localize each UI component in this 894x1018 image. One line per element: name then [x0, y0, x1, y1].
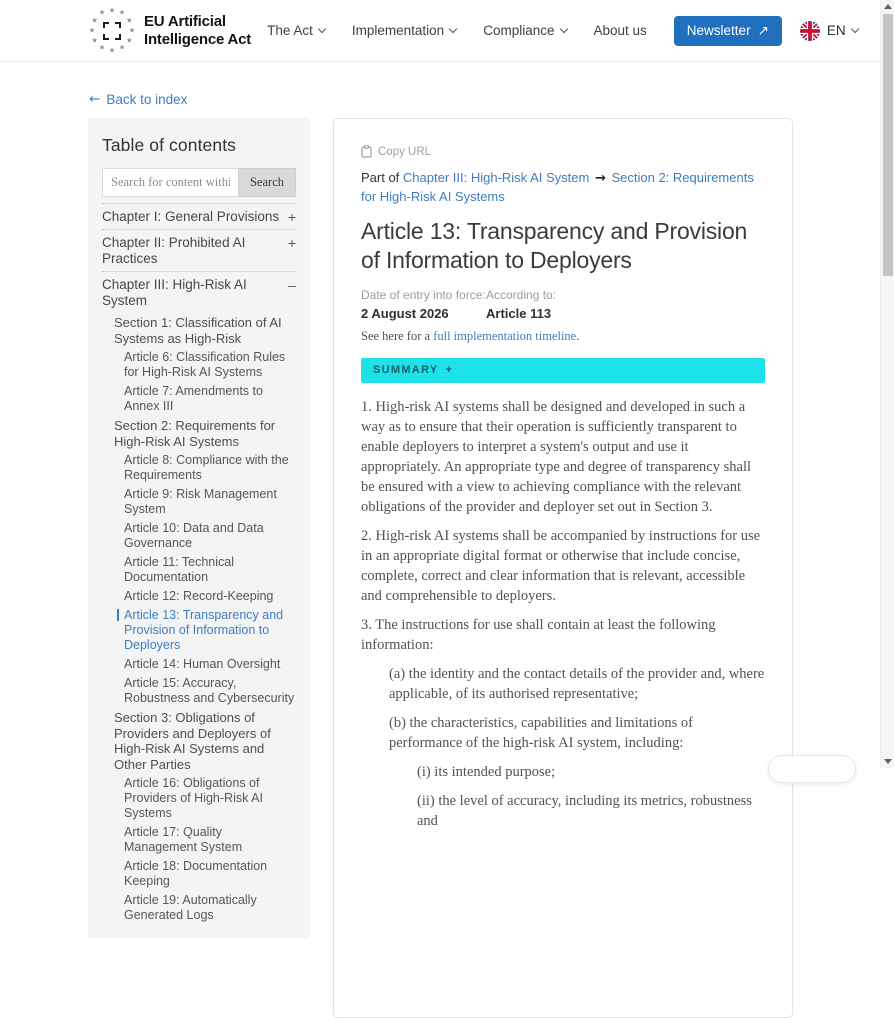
according-to-label: According to: — [486, 287, 557, 302]
article-paragraph: 1. High-risk AI systems shall be designed and developed in such a way as to ensure that their operation is sufficiently transparent to enable deployers to interpret a system's output and use it appropriately. An appropriate type and degree of transparency shall be ensured with a view to achieving compliance with the relevant obligations of the provider and deployer set out in Section 3. — [361, 398, 751, 515]
newsletter-label: Newsletter — [686, 23, 751, 38]
page-scrollbar[interactable] — [880, 0, 894, 768]
newsletter-button[interactable] — [674, 16, 782, 46]
back-link-label: Back to index — [106, 91, 188, 107]
star-icon: ★ — [98, 43, 106, 52]
brand-line-1: EU Artificial — [144, 12, 226, 30]
article-meta — [361, 288, 765, 321]
clipboard-icon — [361, 145, 372, 158]
meta-according-column — [486, 288, 556, 321]
toc-item-label: Article 15: Accuracy, Robustness and Cybersecurity — [124, 676, 295, 705]
toc-item-label: Article 11: Technical Documentation — [124, 555, 235, 584]
scrollbar-thumb[interactable] — [883, 14, 893, 276]
toc-section-3[interactable] — [114, 708, 296, 774]
language-label: EN — [826, 23, 846, 38]
breadcrumb-chapter-link[interactable]: Chapter III: High-Risk AI System — [402, 170, 590, 185]
floating-widget[interactable] — [768, 755, 856, 783]
brand-title[interactable] — [144, 13, 251, 48]
timeline-suffix: . — [576, 328, 580, 343]
breadcrumb-arrow-icon: → — [594, 171, 606, 186]
external-arrow-icon: ↗ — [757, 22, 769, 39]
eu-ai-act-logo-icon[interactable] — [88, 7, 136, 55]
chevron-down-icon — [449, 25, 457, 33]
star-icon: ★ — [126, 16, 133, 24]
toc-item-label: Article 17: Quality Management System — [124, 825, 243, 854]
according-to-value: Article 113 — [486, 305, 552, 321]
toc-article-13[interactable] — [124, 606, 296, 655]
article-card — [333, 118, 793, 1018]
scroll-down-arrow-icon[interactable] — [884, 759, 892, 764]
nav-item-label: Implementation — [351, 23, 445, 38]
back-arrow-icon: ← — [89, 91, 101, 107]
toc-article-14[interactable] — [124, 655, 296, 674]
chevron-down-icon — [850, 25, 858, 33]
collapse-icon[interactable]: – — [288, 276, 296, 293]
star-icon: ★ — [108, 6, 116, 14]
toc-item-label: Article 9: Risk Management System — [124, 487, 277, 516]
chevron-down-icon — [559, 25, 567, 33]
star-icon: ★ — [108, 46, 116, 54]
toc-article-7[interactable] — [124, 382, 296, 416]
star-icon: ★ — [91, 16, 98, 24]
toc-item-label: Section 2: Requirements for High-Risk AI Systems — [114, 418, 276, 449]
table-of-contents-panel — [88, 118, 310, 938]
chevron-down-icon — [318, 25, 326, 33]
star-icon: ★ — [118, 43, 126, 52]
toc-article-18[interactable] — [124, 857, 296, 891]
nav-item-compliance[interactable] — [483, 23, 566, 38]
toc-search-button[interactable]: Search — [238, 168, 296, 197]
nav-item-the-act[interactable] — [267, 23, 325, 38]
star-icon: ★ — [118, 8, 126, 17]
copy-url-button[interactable] — [361, 145, 765, 158]
article-paragraph: 3. The instructions for use shall contain at least the following information: — [361, 616, 716, 653]
timeline-note — [361, 329, 765, 344]
implementation-timeline-link[interactable]: full implementation timeline — [433, 328, 577, 343]
back-to-index-link[interactable] — [89, 91, 187, 107]
date-entry-value: 2 August 2026 — [361, 305, 449, 321]
toc-item-label: Section 1: Classification of AI Systems as High-Risk — [114, 315, 282, 346]
nav-item-label: Compliance — [483, 23, 555, 38]
nav-item-label: The Act — [267, 23, 313, 38]
toc-item-label: Article 12: Record-Keeping — [124, 589, 274, 603]
toc-item-label: Article 8: Compliance with the Requirements — [124, 453, 289, 482]
meta-date-column — [361, 288, 486, 321]
toc-article-8[interactable] — [124, 451, 296, 485]
toc-item-label: Article 7: Amendments to Annex III — [124, 384, 263, 413]
toc-item-label: Section 3: Obligations of Providers and Deployers of High-Risk AI Systems and Other Parties — [114, 710, 271, 772]
article-paragraph: (a) the identity and the contact details of the provider and, where applicable, of its authorised representative; — [389, 665, 765, 702]
toc-section-2[interactable] — [114, 416, 296, 451]
breadcrumb — [361, 169, 765, 207]
toc-item-label: Article 14: Human Oversight — [124, 657, 281, 671]
toc-article-9[interactable] — [124, 485, 296, 519]
toc-article-17[interactable] — [124, 823, 296, 857]
brand-line-2: Intelligence Act — [144, 30, 252, 48]
article-paragraph: (i) its intended purpose; — [417, 763, 556, 780]
toc-article-19[interactable] — [124, 891, 296, 925]
toc-item-label: Article 16: Obligations of Providers of High-Risk AI Systems — [124, 776, 263, 820]
toc-search-input[interactable] — [102, 168, 238, 197]
star-icon: ★ — [126, 36, 133, 44]
toc-article-10[interactable] — [124, 519, 296, 553]
toc-chapter-i[interactable] — [102, 203, 296, 229]
toc-item-label: Article 13: Transparency and Provision of Information to Deployers — [124, 608, 284, 652]
toc-article-12[interactable] — [124, 587, 296, 606]
toc-item-label: Chapter I: General Provisions — [102, 208, 280, 224]
article-paragraph: (ii) the level of accuracy, including its metrics, robustness and — [417, 792, 752, 829]
date-entry-label: Date of entry into force: — [361, 287, 486, 302]
toc-article-11[interactable] — [124, 553, 296, 587]
uk-flag-icon[interactable] — [800, 21, 820, 41]
star-icon: ★ — [91, 36, 98, 44]
expand-icon[interactable]: + — [287, 208, 296, 225]
toc-section-1[interactable] — [114, 313, 296, 348]
toc-title: Table of contents — [102, 135, 237, 155]
article-paragraph: (b) the characteristics, capabilities and limitations of performance of the high-risk AI system, including: — [389, 714, 693, 751]
breadcrumb-section-link[interactable]: Section 2: Requirements for High-Risk AI Systems — [361, 170, 754, 205]
star-icon: ★ — [88, 26, 96, 34]
toc-chapter-iii[interactable] — [102, 271, 296, 313]
article-body — [361, 397, 765, 831]
expand-icon[interactable]: + — [287, 234, 296, 251]
toc-item-label: Article 19: Automatically Generated Logs — [124, 893, 257, 922]
summary-label: SUMMARY — [373, 364, 439, 377]
timeline-prefix: See here for a — [361, 328, 431, 343]
toc-article-15[interactable] — [124, 674, 296, 708]
toc-item-label: Article 10: Data and Data Governance — [124, 521, 264, 550]
toc-list — [102, 203, 296, 925]
page-title: Article 13: Transparency and Provision of Information to Deployers — [361, 217, 748, 273]
plus-icon: + — [445, 364, 454, 377]
toc-item-label: Chapter II: Prohibited AI Practices — [102, 234, 246, 266]
main-nav — [267, 23, 674, 38]
toc-item-label: Article 18: Documentation Keeping — [124, 859, 268, 888]
star-icon: ★ — [128, 26, 136, 34]
scroll-up-arrow-icon[interactable] — [884, 4, 892, 9]
toc-item-label: Article 6: Classification Rules for High-Risk AI Systems — [124, 350, 286, 379]
chip-square-icon — [103, 22, 121, 40]
language-switcher[interactable] — [827, 23, 858, 38]
toc-article-6[interactable] — [124, 348, 296, 382]
summary-toggle-button[interactable] — [361, 358, 765, 383]
toc-chapter-ii[interactable] — [102, 229, 296, 271]
toc-article-16[interactable] — [124, 774, 296, 823]
header — [0, 0, 880, 62]
article-paragraph: 2. High-risk AI systems shall be accompanied by instructions for use in an appropriate digital format or otherwise that include concise, complete, correct and clear information that is relevant, accessible and comprehensible to deployers. — [361, 527, 761, 604]
breadcrumb-prefix: Part of — [361, 170, 400, 185]
copy-url-label: Copy URL — [378, 145, 432, 158]
nav-item-label: About us — [593, 23, 647, 38]
toc-item-label: Chapter III: High-Risk AI System — [102, 276, 247, 308]
toc-search-row — [102, 168, 296, 197]
nav-item-implementation[interactable] — [352, 23, 456, 38]
star-icon: ★ — [98, 8, 106, 17]
nav-item-about-us[interactable] — [594, 23, 647, 38]
